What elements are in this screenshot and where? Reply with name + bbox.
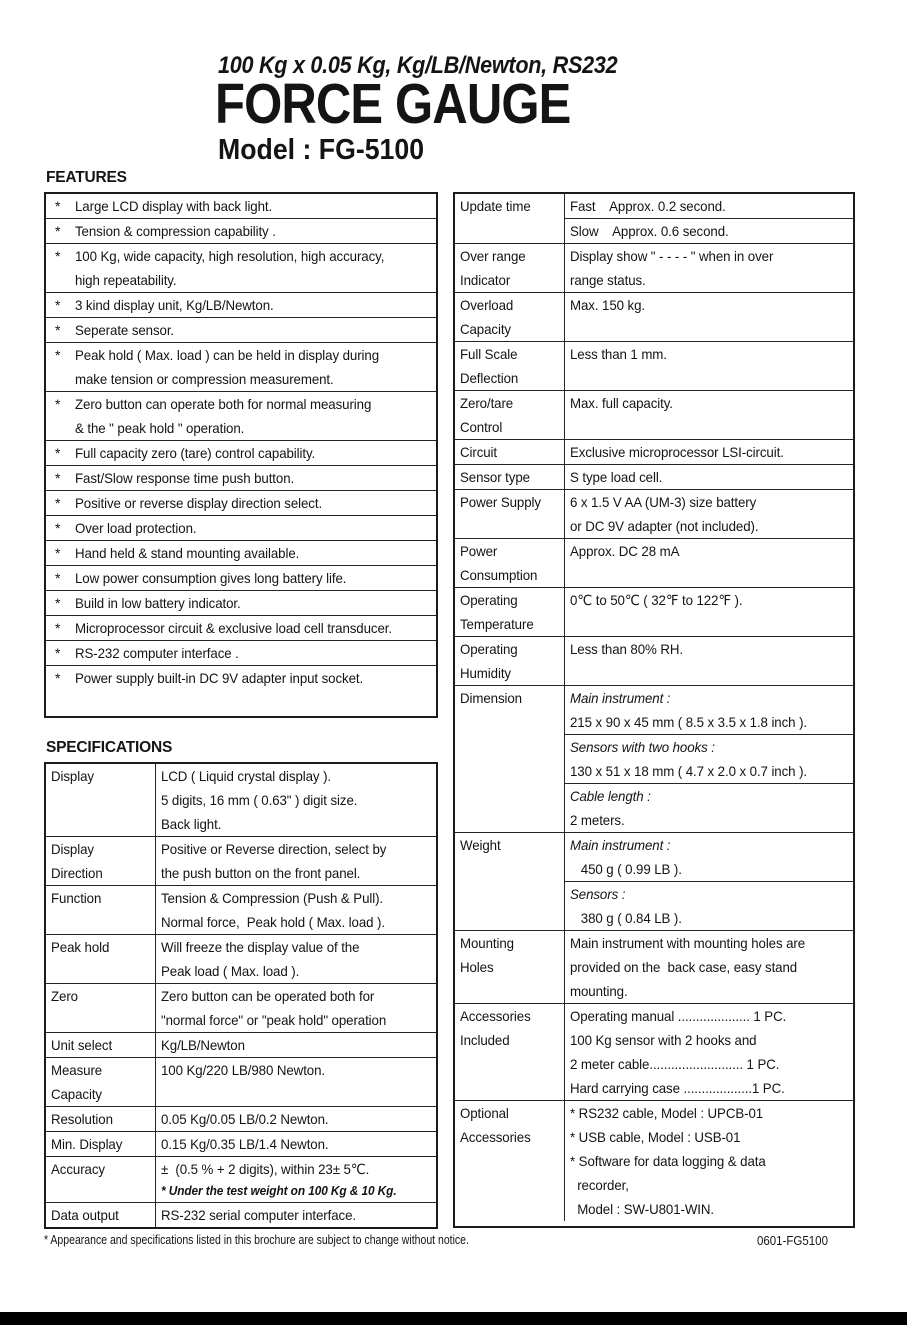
spec-label: Min. Display	[51, 1136, 123, 1152]
bullet-asterisk: *	[55, 445, 61, 461]
bullet-asterisk: *	[55, 347, 61, 363]
spec-row-accessories-included	[455, 1004, 853, 1101]
spec-label: Weight	[460, 837, 501, 853]
spec-value: Zero button can be operated both for	[161, 988, 375, 1004]
spec-value: 100 Kg sensor with 2 hooks and	[570, 1032, 757, 1048]
spec-row-power-consumption	[455, 539, 853, 588]
scan-edge-bar	[0, 1312, 907, 1325]
bullet-asterisk: *	[55, 520, 61, 536]
spec-label: Accessories	[460, 1008, 531, 1024]
features-heading: FEATURES	[46, 169, 127, 186]
feature-text: Tension & compression capability .	[75, 223, 276, 239]
spec-value: Exclusive microprocessor LSI-circuit.	[570, 444, 784, 460]
feature-text: Zero button can operate both for normal measuring	[75, 396, 372, 412]
spec-value: Less than 80% RH.	[570, 641, 683, 657]
spec-row-data-output	[46, 1203, 436, 1227]
spec-value: 380 g ( 0.84 LB ).	[570, 910, 682, 926]
spec-subheading: Main instrument :	[570, 837, 671, 853]
bullet-asterisk: *	[55, 223, 61, 239]
spec-label: Function	[51, 890, 102, 906]
footer-disclaimer: * Appearance and specifications listed in this brochure are subject to change without notice.	[44, 1233, 469, 1247]
feature-row	[46, 516, 436, 541]
feature-row	[46, 318, 436, 343]
feature-row	[46, 293, 436, 318]
spec-value: Normal force, Peak hold ( Max. load ).	[161, 914, 385, 930]
spec-row-full-scale-deflection	[455, 342, 853, 391]
spec-value: Max. full capacity.	[570, 395, 673, 411]
spec-value: RS-232 serial computer interface.	[161, 1207, 356, 1223]
spec-value: Less than 1 mm.	[570, 346, 667, 362]
spec-label: Sensor type	[460, 469, 530, 485]
feature-text: Build in low battery indicator.	[75, 595, 241, 611]
feature-text: Microprocessor circuit & exclusive load cell transducer.	[75, 620, 392, 636]
spec-label: Update time	[460, 198, 531, 214]
spec-subheading: Sensors with two hooks :	[570, 739, 715, 755]
feature-text: Fast/Slow response time push button.	[75, 470, 295, 486]
feature-text: & the " peak hold " operation.	[75, 420, 245, 436]
spec-label: Consumption	[460, 567, 538, 583]
spec-label: Resolution	[51, 1111, 113, 1127]
product-title: FORCE GAUGE	[215, 72, 571, 136]
spec-value: 100 Kg/220 LB/980 Newton.	[161, 1062, 326, 1078]
spec-label: Overload	[460, 297, 514, 313]
spec-value: ± (0.5 % + 2 digits), within 23± 5℃.	[161, 1161, 370, 1177]
spec-row-update-time	[455, 194, 853, 244]
spec-value: Operating manual .................... 1 PC.	[570, 1008, 787, 1024]
spec-label: Direction	[51, 865, 103, 881]
feature-row	[46, 566, 436, 591]
feature-text: Power supply built-in DC 9V adapter input socket.	[75, 670, 364, 686]
spec-label: Included	[460, 1032, 510, 1048]
spec-label: Measure	[51, 1062, 103, 1078]
feature-row	[46, 491, 436, 516]
spec-label: Deflection	[460, 370, 519, 386]
spec-value: mounting.	[570, 983, 628, 999]
spec-value: * RS232 cable, Model : UPCB-01	[570, 1105, 764, 1121]
spec-label: Zero/tare	[460, 395, 514, 411]
spec-row-optional-accessories	[455, 1101, 853, 1226]
spec-value: 6 x 1.5 V AA (UM-3) size battery	[570, 494, 757, 510]
spec-label: Holes	[460, 959, 494, 975]
spec-value: Back light.	[161, 816, 222, 832]
feature-row	[46, 194, 436, 219]
spec-value: Main instrument with mounting holes are	[570, 935, 806, 951]
spec-row-overload-capacity	[455, 293, 853, 342]
bullet-asterisk: *	[55, 645, 61, 661]
spec-label: Zero	[51, 988, 78, 1004]
spec-value: 0.15 Kg/0.35 LB/1.4 Newton.	[161, 1136, 329, 1152]
feature-text: Peak hold ( Max. load ) can be held in display during	[75, 347, 380, 363]
spec-value: Fast Approx. 0.2 second.	[570, 198, 726, 214]
spec-value: 450 g ( 0.99 LB ).	[570, 861, 682, 877]
spec-label: Indicator	[460, 272, 511, 288]
spec-value: Will freeze the display value of the	[161, 939, 360, 955]
feature-text: RS-232 computer interface .	[75, 645, 239, 661]
spec-label: Operating	[460, 641, 518, 657]
spec-label: Data output	[51, 1207, 119, 1223]
spec-label: Over range	[460, 248, 526, 264]
feature-text: Positive or reverse display direction select.	[75, 495, 323, 511]
spec-label: Temperature	[460, 616, 534, 632]
spec-value: range status.	[570, 272, 646, 288]
spec-value: or DC 9V adapter (not included).	[570, 518, 759, 534]
spec-value: Model : SW-U801-WIN.	[570, 1201, 714, 1217]
spec-label: Dimension	[460, 690, 522, 706]
spec-subheading: Main instrument :	[570, 690, 671, 706]
spec-value: Max. 150 kg.	[570, 297, 646, 313]
spec-row-resolution	[46, 1107, 436, 1132]
spec-row-min-display	[46, 1132, 436, 1157]
feature-row	[46, 591, 436, 616]
spec-row-operating-humidity	[455, 637, 853, 686]
spec-row-display-direction	[46, 837, 436, 886]
spec-value: Kg/LB/Newton	[161, 1037, 245, 1053]
spec-label: Unit select	[51, 1037, 113, 1053]
feature-text: Hand held & stand mounting available.	[75, 545, 300, 561]
spec-value: Peak load ( Max. load ).	[161, 963, 300, 979]
bullet-asterisk: *	[55, 322, 61, 338]
product-subtitle: 100 Kg x 0.05 Kg, Kg/LB/Newton, RS232	[218, 52, 618, 79]
feature-row	[46, 219, 436, 244]
feature-text: Low power consumption gives long battery life.	[75, 570, 347, 586]
spec-label: Capacity	[51, 1086, 102, 1102]
feature-text: 100 Kg, wide capacity, high resolution, high accuracy,	[75, 248, 385, 264]
footer-document-code: 0601-FG5100	[757, 1234, 828, 1248]
feature-row	[46, 641, 436, 666]
spec-row-dimension	[455, 686, 853, 833]
spec-row-peak-hold	[46, 935, 436, 984]
spec-value: Approx. DC 28 mA	[570, 543, 680, 559]
spec-row-zero	[46, 984, 436, 1033]
feature-row	[46, 392, 436, 441]
spec-row-sensor-type	[455, 465, 853, 490]
spec-footnote: * Under the test weight on 100 Kg & 10 Kg.	[161, 1184, 397, 1198]
specifications-table	[44, 762, 438, 1229]
spec-value: "normal force" or "peak hold" operation	[161, 1012, 387, 1028]
feature-row	[46, 244, 436, 293]
feature-text: Over load protection.	[75, 520, 197, 536]
spec-row-display	[46, 764, 436, 837]
spec-row-function	[46, 886, 436, 935]
spec-value: 130 x 51 x 18 mm ( 4.7 x 2.0 x 0.7 inch ).	[570, 763, 808, 779]
spec-row-weight	[455, 833, 853, 931]
spec-row-measure-capacity	[46, 1058, 436, 1107]
spec-value: * USB cable, Model : USB-01	[570, 1129, 741, 1145]
spec-label: Power	[460, 543, 498, 559]
spec-row-zero-tare	[455, 391, 853, 440]
spec-value: 5 digits, 16 mm ( 0.63" ) digit size.	[161, 792, 358, 808]
feature-text: 3 kind display unit, Kg/LB/Newton.	[75, 297, 274, 313]
feature-row	[46, 466, 436, 491]
bullet-asterisk: *	[55, 620, 61, 636]
bullet-asterisk: *	[55, 595, 61, 611]
spec-label: Control	[460, 419, 503, 435]
feature-row	[46, 441, 436, 466]
spec-value: 2 meter cable.......................... 1 PC.	[570, 1056, 780, 1072]
spec-subheading: Cable length :	[570, 788, 651, 804]
spec-row-accuracy	[46, 1157, 436, 1203]
spec-value: 2 meters.	[570, 812, 625, 828]
bullet-asterisk: *	[55, 198, 61, 214]
spec-row-unit-select	[46, 1033, 436, 1058]
spec-value: Display show " - - - - " when in over	[570, 248, 774, 264]
feature-row	[46, 666, 436, 716]
spec-label: Optional	[460, 1105, 509, 1121]
general-spec-table	[453, 192, 855, 1228]
spec-value: provided on the back case, easy stand	[570, 959, 798, 975]
feature-text: high repeatability.	[75, 272, 177, 288]
features-table	[44, 192, 438, 718]
spec-label: Full Scale	[460, 346, 518, 362]
spec-label: Humidity	[460, 665, 511, 681]
spec-value: Hard carrying case ...................1 PC.	[570, 1080, 785, 1096]
spec-value: 215 x 90 x 45 mm ( 8.5 x 3.5 x 1.8 inch ).	[570, 714, 808, 730]
spec-value: the push button on the front panel.	[161, 865, 361, 881]
spec-row-over-range	[455, 244, 853, 293]
bullet-asterisk: *	[55, 248, 61, 264]
spec-value: * Software for data logging & data	[570, 1153, 766, 1169]
spec-value: recorder,	[570, 1177, 629, 1193]
bullet-asterisk: *	[55, 396, 61, 412]
spec-label: Accessories	[460, 1129, 531, 1145]
feature-text: Seperate sensor.	[75, 322, 175, 338]
feature-row	[46, 541, 436, 566]
bullet-asterisk: *	[55, 297, 61, 313]
feature-row	[46, 616, 436, 641]
spec-value: 0.05 Kg/0.05 LB/0.2 Newton.	[161, 1111, 329, 1127]
feature-text: Full capacity zero (tare) control capability.	[75, 445, 316, 461]
spec-label: Accuracy	[51, 1161, 105, 1177]
spec-row-mounting-holes	[455, 931, 853, 1004]
spec-value: S type load cell.	[570, 469, 663, 485]
spec-value: LCD ( Liquid crystal display ).	[161, 768, 332, 784]
spec-subheading: Sensors :	[570, 886, 626, 902]
spec-row-operating-temperature	[455, 588, 853, 637]
spec-label: Peak hold	[51, 939, 110, 955]
spec-row-circuit	[455, 440, 853, 465]
spec-label: Mounting	[460, 935, 514, 951]
spec-label: Power Supply	[460, 494, 541, 510]
bullet-asterisk: *	[55, 670, 61, 686]
bullet-asterisk: *	[55, 470, 61, 486]
spec-label: Circuit	[460, 444, 498, 460]
spec-value: Positive or Reverse direction, select by	[161, 841, 387, 857]
spec-label: Operating	[460, 592, 518, 608]
spec-label: Display	[51, 768, 94, 784]
feature-text: make tension or compression measurement.	[75, 371, 334, 387]
feature-text: Large LCD display with back light.	[75, 198, 273, 214]
spec-label: Display	[51, 841, 94, 857]
bullet-asterisk: *	[55, 495, 61, 511]
spec-row-power-supply	[455, 490, 853, 539]
spec-value: 0℃ to 50℃ ( 32℉ to 122℉ ).	[570, 592, 743, 608]
product-model: Model : FG-5100	[218, 134, 425, 166]
specifications-heading: SPECIFICATIONS	[46, 739, 173, 756]
bullet-asterisk: *	[55, 545, 61, 561]
spec-value: Slow Approx. 0.6 second.	[570, 223, 729, 239]
spec-label: Capacity	[460, 321, 511, 337]
bullet-asterisk: *	[55, 570, 61, 586]
feature-row	[46, 343, 436, 392]
spec-value: Tension & Compression (Push & Pull).	[161, 890, 384, 906]
